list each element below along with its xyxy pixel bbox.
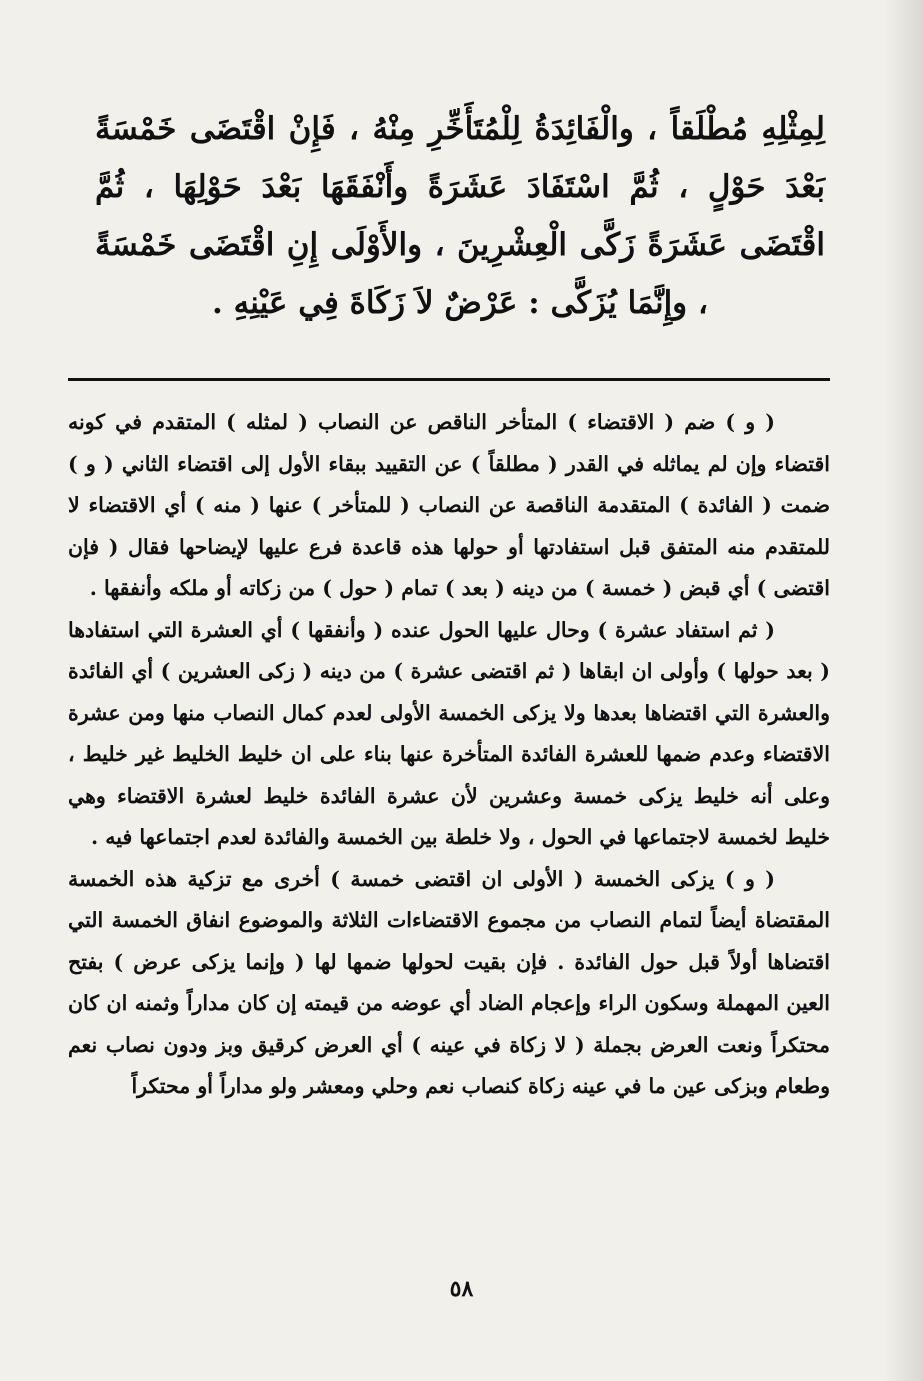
page-number: ٥٨: [449, 1276, 474, 1302]
matn-paragraph: لِمِثْلِهِ مُطْلَقاً ، والْفَائِدَةُ لِلْمُتَأَخِّرِ مِنْهُ ، فَإِنْ اقْتَضَى خَمْسَةً بَعْدَ حَوْلٍ ، ثُمَّ اسْتَفَادَ عَشَرَةً وأَنْفَقَهَا بَعْدَ حَوْلِهَا ، ثُمَّ اقْتَضَى عَشَرَةً زَكَّى الْعِشْرِينَ ، والأَوْلَى إِنِ اقْتَضَى خَمْسَةً ، وإِنَّمَا يُزَكَّى : عَرْضٌ لاَ زَكَاةَ فِي عَيْنِهِ .: [95, 111, 825, 321]
commentary-paragraph-2: ( ثم استفاد عشرة ) وحال عليها الحول عنده ( وأنفقها ) أي العشرة التي استفادها ( بعد حولها ) وأولى ان ابقاها ( ثم اقتضى عشرة ) من دينه ( زكى العشرين ) أي الفائدة والعشرة التي اقتضاها بعدها ولا يزكى الخمسة الأولى لعدم كمال النصاب منها ومن عشرة الاقتضاء وعدم ضمها للعشرة الفائدة المتأخرة عنها بناء على ان خليط الخليط غير خليط ، وعلى أنه خليط يزكى خمسة وعشرين لأن عشرة الفائدة خليط لعشرة الاقتضاء وهي خليط لخمسة لاجتماعها في الحول ، ولا خلطة بين الخمسة والفائدة لعدم اجتماعها فيه .: [68, 617, 830, 849]
commentary-text-block: [68, 402, 830, 1108]
page-edge-shadow: [883, 0, 923, 1381]
commentary-paragraph-3: ( و ) يزكى الخمسة ( الأولى ان اقتضى خمسة ) أخرى مع تزكية هذه الخمسة المقتضاة أيضاً لتمام النصاب من مجموع الاقتضاءات الثلاثة والموضوع انفاق الخمسة التي اقتضاها أولاً قبل حول الفائدة . فإن بقيت لحولها ضمها لها ( وإنما يزكى عرض ) بفتح العين المهملة وسكون الراء وإعجام الضاد أي عوضه من قيمته إن كان مداراً وثمنه ان كان محتكراً ونعت العرض بجملة ( لا زكاة في عينه ) أي العرض كرقيق وبز ودون نصاب نعم وطعام وبزكى عين ما في عينه زكاة كنصاب نعم وحلي ومعشر ولو مداراً أو محتكراً: [68, 866, 830, 1098]
commentary-paragraph-1: ( و ) ضم ( الاقتضاء ) المتأخر الناقص عن النصاب ( لمثله ) المتقدم في كونه اقتضاء وإن لم يماثله في القدر ( مطلقاً ) عن التقييد ببقاء الأول إلى اقتضاء الثاني ( و ) ضمت ( الفائدة ) المتقدمة الناقصة عن النصاب ( للمتأخر ) عنها ( منه ) أي الاقتضاء لا للمتقدم منه المتفق قبل استفادتها أو حولها هذه قاعدة فرع عليها لإيضاحها فقال ( فإن اقتضى ) أي قبض ( خمسة ) من دينه ( بعد ) تمام ( حول ) من زكاته أو ملكه وأنفقها .: [68, 410, 830, 600]
section-divider: [68, 378, 830, 381]
matn-text-block: [95, 100, 825, 332]
